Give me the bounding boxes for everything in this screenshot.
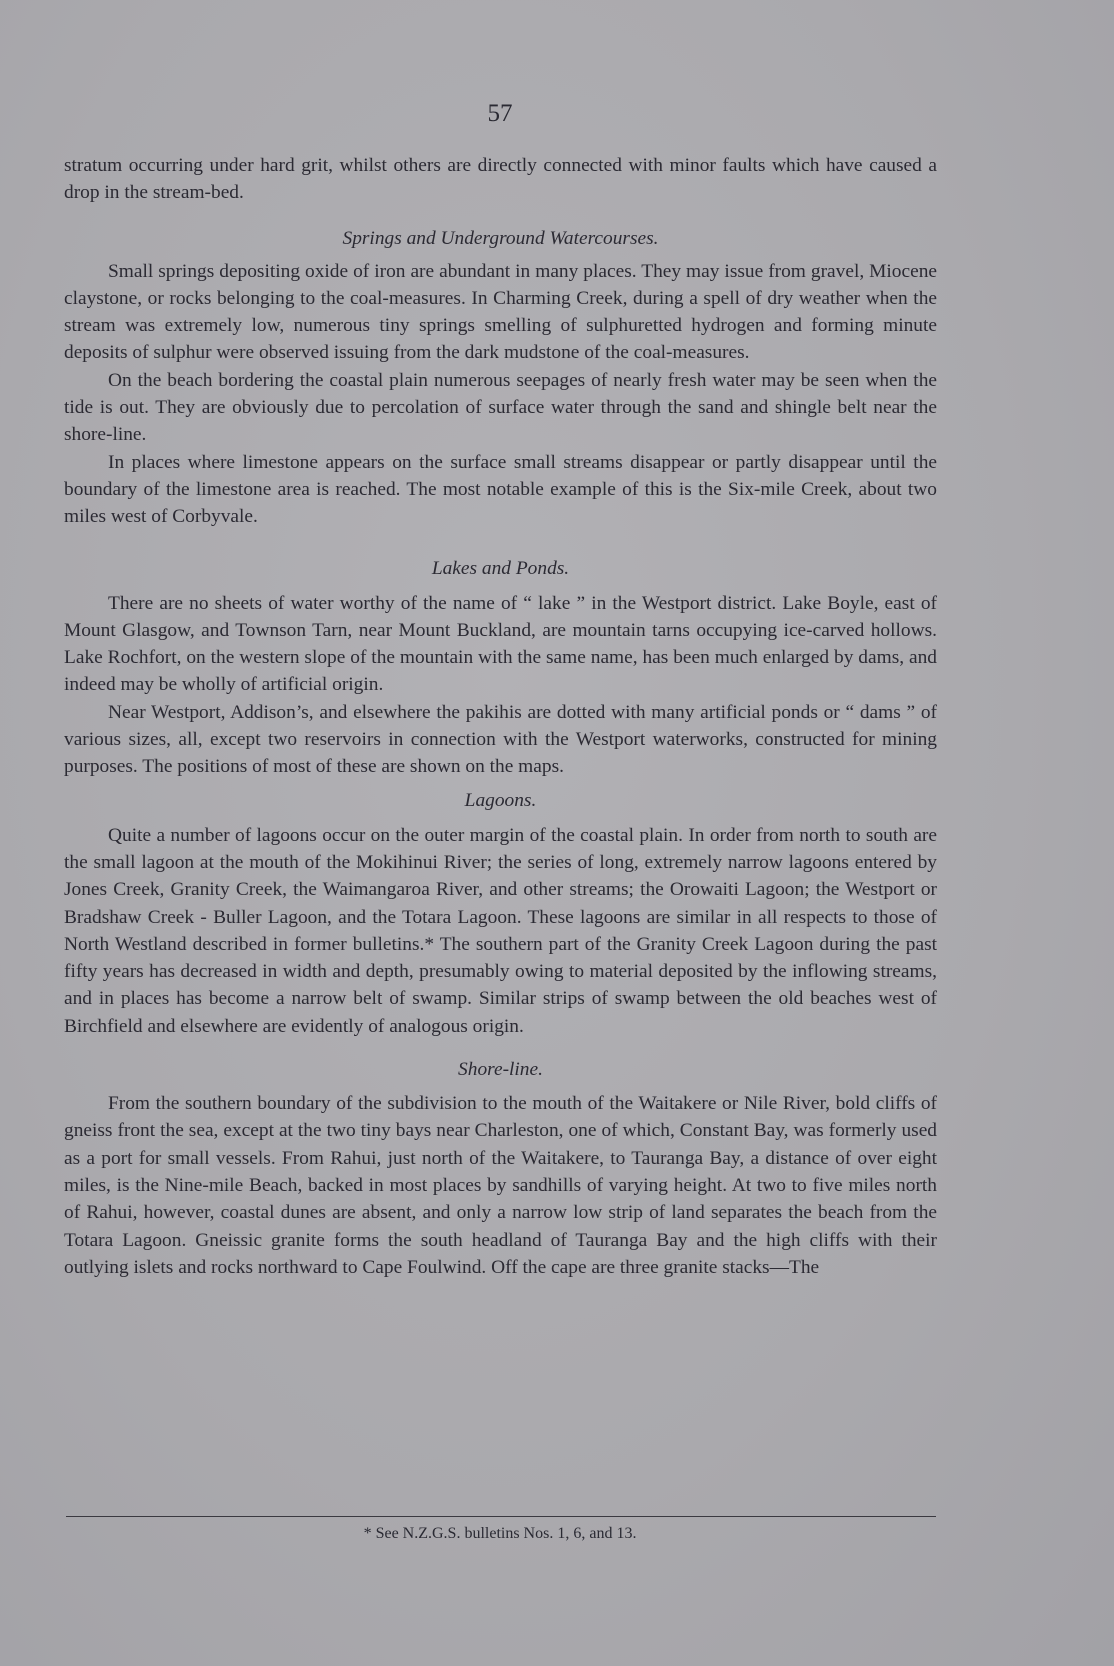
section-heading-shoreline: Shore-line. <box>458 1059 543 1081</box>
section-heading-lakes: Lakes and Ponds. <box>431 557 570 579</box>
shoreline-paragraph-1: From the southern boundary of the subdivision to the mouth of the Waitakere or Nile River, bold cliffs of gneiss front the sea, except at the two tiny bays near Charleston, one of which, Constant Bay, was formerly used as a port for small vessels. From Rahui, just north of the Waitakere, to Tauranga Bay, a distance of over eight miles, is the Nine-mile Beach, backed in most places by sandhills of varying height. At two to five miles north of Rahui, however, coastal dunes are absent, and only a narrow low strip of land separates the beach from the Totara Lagoon. Gneissic granite forms the south headland of Tauranga Bay and the high cliffs with their outlying islets and rocks northward to Cape Foulwind. Off the cape are three granite stacks—The <box>64 1093 937 1278</box>
lakes-paragraph-1: There are no sheets of water worthy of the name of “ lake ” in the Westport district. Lake Boyle, east of Mount Glasgow, and Townson Tarn, near Mount Buckland, are mountain tarns occupying ice-carved hollows. Lake Rochfort, on the western slope of the mountain with the same name, has been much enlarged by dams, and indeed may be wholly of artificial origin. <box>64 592 937 696</box>
springs-paragraph-2: On the beach bordering the coastal plain numerous seepages of nearly fresh water may be seen when the tide is out. They are obviously due to percolation of surface water through the sand and shingle belt near the shore-line. <box>64 369 937 446</box>
section-heading-lagoons: Lagoons. <box>464 789 537 811</box>
footnote: * See N.Z.G.S. bulletins Nos. 1, 6, and 13. <box>363 1525 637 1542</box>
intro-paragraph: stratum occurring under hard grit, whilst others are directly connected with minor faults which have caused a drop in the stream-bed. <box>64 155 937 204</box>
lakes-paragraph-2: Near Westport, Addison’s, and elsewhere the pakihis are dotted with many artificial ponds or “ dams ” of various sizes, all, except two reservoirs in connection with the Westport waterworks, constructed for mining purposes. The positions of most of these are shown on the maps. <box>64 701 937 778</box>
lagoons-paragraph-1: Quite a number of lagoons occur on the outer margin of the coastal plain. In order from north to south are the small lagoon at the mouth of the Mokihinui River; the series of long, extremely narrow lagoons entered by Jones Creek, Granity Creek, the Waimangaroa River, and other streams; the Orowaiti Lagoon; the Westport or Bradshaw Creek - Buller Lagoon, and the Totara Lagoon. These lagoons are similar in all respects to those of North Westland described in former bulletins.* The southern part of the Granity Creek Lagoon during the past fifty years has decreased in width and depth, presumably owing to material deposited by the inflowing streams, and in places has become a narrow belt of swamp. Similar strips of swamp between the old beaches west of Birchfield and elsewhere are evidently of analogous origin. <box>64 824 937 1037</box>
springs-paragraph-1: Small springs depositing oxide of iron are abundant in many places. They may issue from gravel, Miocene claystone, or rocks belonging to the coal-measures. In Charming Creek, during a spell of dry weather when the stream was extremely low, numerous tiny springs smelling of sulphuretted hydrogen and forming minute deposits of sulphur were observed issuing from the dark mudstone of the coal-measures. <box>64 260 937 364</box>
page-body <box>64 152 937 1281</box>
section-heading-springs: Springs and Underground Watercourses. <box>342 227 659 249</box>
springs-paragraph-3: In places where limestone appears on the surface small streams disappear or partly disappear until the boundary of the limestone area is reached. The most notable example of this is the Six-mile Creek, about two miles west of Corbyvale. <box>64 451 937 528</box>
footnote-divider <box>66 1516 936 1517</box>
page-number: 57 <box>487 100 513 127</box>
